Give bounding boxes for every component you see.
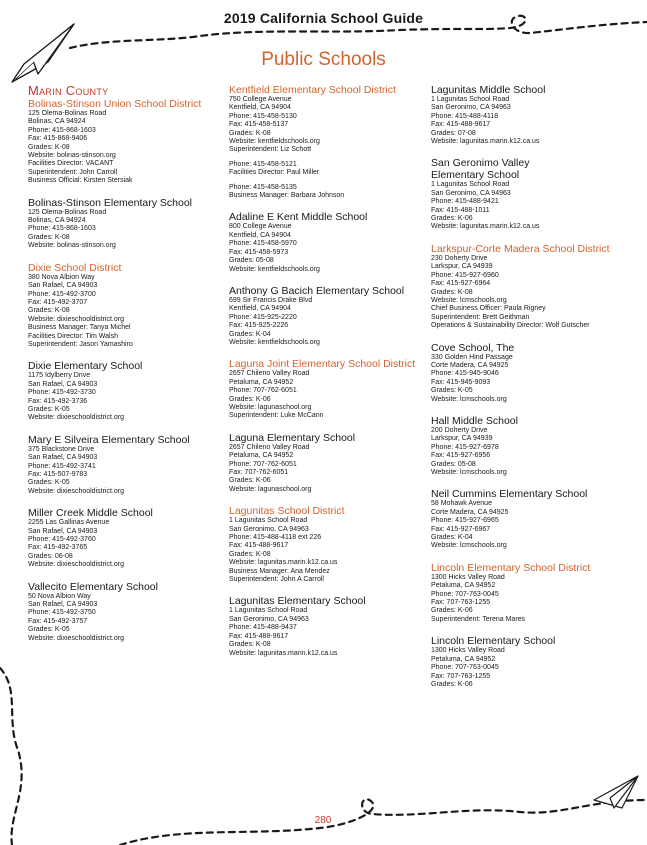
detail-line: San Rafael, CA 94903 bbox=[28, 527, 98, 535]
detail-line: Phone: 415-945-9046 bbox=[431, 370, 499, 378]
detail-line: Website: dixieschooldistrict.org bbox=[28, 561, 124, 569]
school-entry bbox=[229, 432, 424, 494]
detail-line: Business Manager: Barbara Johnson bbox=[229, 192, 345, 200]
detail-line: 1175 Idylberry Drive bbox=[28, 372, 91, 380]
detail-line: Fax: 415-492-3736 bbox=[28, 397, 88, 405]
detail-line: Website: bolinas-stinson.org bbox=[28, 242, 116, 250]
detail-line: San Geronimo, CA 94963 bbox=[431, 189, 511, 197]
detail-line: Phone: 415-458-5121 bbox=[229, 160, 297, 168]
detail-line: Fax: 415-868-9406 bbox=[28, 135, 88, 143]
detail-line: Grades: 05-08 bbox=[229, 257, 274, 265]
school-name: Bolinas-Stinson Elementary School bbox=[28, 196, 193, 209]
detail-line: Phone: 415-458-5130 bbox=[229, 112, 297, 120]
school-entry bbox=[431, 415, 643, 477]
detail-line: Grades: K-05 bbox=[28, 405, 70, 413]
detail-line: Fax: 415-492-3707 bbox=[28, 298, 88, 306]
detail-line: Fax: 707-763-1255 bbox=[431, 672, 491, 680]
detail-line: Business Manager: Ana Mendez bbox=[229, 567, 330, 575]
detail-line: Fax: 415-492-3757 bbox=[28, 617, 88, 625]
detail-line: Website: lagunaschool.org bbox=[229, 485, 312, 493]
detail-line: Facilities Director: Tim Walsh bbox=[28, 332, 118, 340]
school-name: Dixie Elementary School bbox=[28, 360, 143, 373]
detail-line: 200 Doherty Drive bbox=[431, 426, 488, 434]
detail-line: Grades: 07-08 bbox=[431, 129, 476, 137]
detail-line: Website: lagunitas.marin.k12.ca.us bbox=[229, 559, 338, 567]
school-entry bbox=[431, 488, 643, 550]
district-entry bbox=[28, 262, 223, 350]
school-name: Vallecito Elementary School bbox=[28, 580, 158, 593]
detail-line: 699 Sir Francis Drake Blvd bbox=[229, 296, 313, 304]
detail-line: 1 Lagunitas School Road bbox=[229, 517, 308, 525]
detail-line: San Rafael, CA 94903 bbox=[28, 380, 98, 388]
detail-line: Phone: 415-927-6960 bbox=[431, 271, 499, 279]
school-name: Hall Middle School bbox=[431, 414, 518, 427]
detail-line: 1300 Hicks Valley Road bbox=[431, 647, 505, 655]
detail-line: Superintendent: Luke McCann bbox=[229, 412, 324, 420]
district-name: Lincoln Elementary School District bbox=[431, 561, 591, 574]
detail-line: Website: lagunaschool.org bbox=[229, 403, 312, 411]
detail-line: Fax: 415-925-2226 bbox=[229, 322, 289, 330]
detail-line: Grades: K-08 bbox=[431, 288, 473, 296]
detail-line: 125 Olema-Bolinas Road bbox=[28, 110, 107, 117]
detail-line: Fax: 707-763-1255 bbox=[431, 599, 491, 607]
detail-line: Phone: 707-763-0045 bbox=[431, 664, 499, 672]
section-title: Public Schools bbox=[261, 49, 386, 70]
detail-line: Fax: 415-927-6964 bbox=[431, 280, 491, 288]
detail-line: Business Manager: Tanya Michel bbox=[28, 324, 131, 332]
detail-line: Grades: K-05 bbox=[431, 387, 473, 395]
detail-line: Operations & Sustainability Director: Wolf Gutscher bbox=[431, 322, 590, 330]
school-entry bbox=[431, 84, 643, 146]
detail-line: Larkspur, CA 94939 bbox=[431, 263, 493, 271]
column-1 bbox=[28, 84, 223, 654]
detail-line: Fax: 415-927-6967 bbox=[431, 525, 491, 533]
detail-line: Bolinas, CA 94924 bbox=[28, 118, 86, 126]
school-name: Laguna Elementary School bbox=[229, 431, 356, 444]
detail-line: Fax: 415-945-9093 bbox=[431, 378, 491, 386]
detail-line: Phone: 415-925-2220 bbox=[229, 313, 297, 321]
district-entry bbox=[229, 358, 424, 420]
detail-line: Phone: 415-488-4118 bbox=[431, 112, 499, 120]
detail-line: Kentfield, CA 94904 bbox=[229, 104, 291, 112]
detail-line: Phone: 415-458-5970 bbox=[229, 240, 297, 248]
detail-line: Fax: 415-488-9617 bbox=[431, 121, 491, 129]
detail-line: Superintendent: Liz Schott bbox=[229, 146, 312, 154]
detail-line: Phone: 415-488-4118 ext 226 bbox=[229, 534, 322, 542]
detail-line: 230 Doherty Drive bbox=[431, 254, 488, 262]
detail-line: 125 Olema-Bolinas Road bbox=[28, 208, 107, 216]
detail-line: Kentfield, CA 94904 bbox=[229, 305, 291, 313]
detail-line: Grades: K-08 bbox=[28, 143, 70, 151]
detail-line: Fax: 415-488-1011 bbox=[431, 206, 490, 214]
detail-line: Phone: 415-492-3741 bbox=[28, 462, 96, 470]
detail-line: Fax: 415-488-9617 bbox=[229, 542, 289, 550]
school-name: Lagunitas Middle School bbox=[431, 84, 546, 96]
detail-line: Website: bolinas-stinson.org bbox=[28, 152, 116, 160]
detail-line: 1300 Hicks Valley Road bbox=[431, 573, 505, 581]
detail-line: Corte Madera, CA 94925 bbox=[431, 361, 509, 369]
detail-line: Website: dixieschooldistrict.org bbox=[28, 487, 124, 495]
detail-line: Chief Business Officer: Paula Rigney bbox=[431, 305, 546, 313]
detail-line: Fax: 707-762-6051 bbox=[229, 469, 289, 476]
detail-line: 58 Mohawk Avenue bbox=[431, 500, 492, 508]
detail-line: Grades: 05-08 bbox=[431, 460, 476, 468]
school-name: Cove School, The bbox=[431, 341, 515, 354]
school-name: Lincoln Elementary School bbox=[431, 635, 556, 648]
detail-line: 2255 Las Gallinas Avenue bbox=[28, 519, 110, 527]
detail-line: Fax: 415-927-6956 bbox=[431, 452, 491, 460]
school-name: San Geronimo Valley bbox=[431, 157, 530, 170]
detail-line: Website: lcmschools.org bbox=[431, 469, 507, 476]
detail-line: Grades: K-05 bbox=[28, 479, 70, 487]
detail-line: Facilities Director: VACANT bbox=[28, 160, 114, 168]
detail-line: Website: lagunitas.marin.k12.ca.us bbox=[229, 649, 338, 657]
school-name-line2: Elementary School bbox=[431, 169, 520, 182]
detail-line: Corte Madera, CA 94925 bbox=[431, 508, 509, 516]
detail-line: 2657 Chileno Valley Road bbox=[229, 370, 310, 378]
detail-line: Grades: K-08 bbox=[28, 307, 70, 315]
detail-line: Superintendent: Terena Mares bbox=[431, 615, 526, 623]
detail-line: Grades: K-06 bbox=[229, 395, 271, 403]
county-heading: Marin County bbox=[28, 83, 109, 98]
detail-line: 750 College Avenue bbox=[229, 96, 292, 103]
detail-line: Phone: 707-763-0045 bbox=[431, 590, 499, 598]
detail-line: Superintendent: John A Carroll bbox=[229, 576, 324, 584]
school-name: Miller Creek Middle School bbox=[28, 507, 153, 520]
detail-line: Superintendent: Jason Yamashiro bbox=[28, 340, 133, 348]
detail-line: Kentfield, CA 94904 bbox=[229, 231, 291, 239]
detail-line: Website: lcmschools.org bbox=[431, 395, 507, 403]
detail-line: 1 Lagunitas School Road bbox=[431, 96, 510, 103]
detail-line: Website: dixieschooldistrict.org bbox=[28, 315, 124, 323]
detail-line: Grades: K-06 bbox=[431, 680, 473, 688]
detail-line: Grades: 06-08 bbox=[28, 552, 73, 560]
detail-line: Grades: K-04 bbox=[431, 534, 473, 542]
district-name: Dixie School District bbox=[28, 261, 122, 274]
detail-line: Website: dixieschooldistrict.org bbox=[28, 414, 124, 422]
detail-line: Fax: 415-488-9617 bbox=[229, 632, 289, 640]
detail-line: Grades: K-08 bbox=[28, 233, 70, 241]
detail-line: Website: dixieschooldistrict.org bbox=[28, 634, 124, 642]
detail-line: 375 Blackstone Drive bbox=[28, 445, 95, 453]
detail-line: Grades: K-06 bbox=[431, 215, 473, 223]
detail-line: Superintendent: Brett Geithman bbox=[431, 313, 530, 321]
detail-line: Phone: 415-868-1603 bbox=[28, 225, 96, 233]
detail-line: San Geronimo, CA 94963 bbox=[431, 104, 511, 112]
school-entry bbox=[229, 595, 424, 657]
school-entry bbox=[28, 197, 223, 251]
detail-line: Petaluma, CA 94952 bbox=[431, 655, 496, 663]
detail-line: Fax: 415-507-9783 bbox=[28, 471, 88, 478]
detail-line: Phone: 415-492-3760 bbox=[28, 536, 96, 544]
detail-line: 800 College Avenue bbox=[229, 223, 292, 231]
detail-line: Larkspur, CA 94939 bbox=[431, 435, 493, 443]
detail-line: Phone: 415-927-6965 bbox=[431, 517, 499, 525]
detail-line: Bolinas, CA 94924 bbox=[28, 217, 86, 225]
district-entry bbox=[431, 243, 643, 331]
column-2 bbox=[229, 84, 424, 669]
detail-line: Phone: 415-458-5135 bbox=[229, 183, 297, 191]
detail-line: San Rafael, CA 94903 bbox=[28, 454, 98, 462]
detail-line: Facilities Director: Paul Miller bbox=[229, 169, 320, 177]
detail-line: San Rafael, CA 94903 bbox=[28, 282, 98, 290]
detail-line: Grades: K-05 bbox=[28, 626, 70, 634]
detail-line: Phone: 415-492-3700 bbox=[28, 290, 96, 298]
district-entry bbox=[229, 84, 424, 200]
detail-line: Phone: 415-488-9437 bbox=[229, 624, 297, 632]
guide-title: 2019 California School Guide bbox=[223, 10, 424, 26]
detail-line: Website: lagunitas.marin.k12.ca.us bbox=[431, 138, 540, 146]
detail-line: Petaluma, CA 94952 bbox=[431, 582, 496, 590]
school-name: Anthony G Bacich Elementary School bbox=[229, 284, 405, 297]
detail-line: Grades: K-06 bbox=[431, 607, 473, 615]
district-name: Kentfield Elementary School District bbox=[229, 84, 396, 96]
detail-line: San Geronimo, CA 94963 bbox=[229, 615, 309, 623]
detail-line: Website: lcmschools.org bbox=[431, 542, 507, 550]
detail-line: 330 Golden Hind Passage bbox=[431, 353, 513, 361]
district-entry bbox=[431, 562, 643, 624]
district-name: Larkspur-Corte Madera School District bbox=[431, 242, 610, 255]
detail-line: Fax: 415-458-5137 bbox=[229, 121, 289, 129]
district-name: Laguna Joint Elementary School District bbox=[229, 358, 416, 371]
detail-line: Grades: K-08 bbox=[229, 129, 271, 137]
detail-line: Phone: 415-927-6978 bbox=[431, 443, 499, 451]
district-entry bbox=[28, 98, 223, 186]
detail-line: Phone: 415-868-1603 bbox=[28, 126, 96, 134]
detail-line: 1 Lagunitas School Road bbox=[229, 607, 308, 615]
school-entry bbox=[28, 360, 223, 422]
detail-line: Superintendent: John Carroll bbox=[28, 168, 118, 176]
detail-line: Website: lagunitas.marin.k12.ca.us bbox=[431, 223, 540, 231]
detail-line: Business Official: Kirsten Stersiak bbox=[28, 177, 133, 185]
detail-line: Grades: K-04 bbox=[229, 330, 271, 338]
paper-airplane-icon bbox=[592, 772, 642, 812]
detail-line: Phone: 707-762-6051 bbox=[229, 460, 297, 468]
detail-line: Website: kentfieldschools.org bbox=[229, 138, 320, 146]
school-entry bbox=[28, 507, 223, 569]
detail-line: Website: kentfieldschools.org bbox=[229, 265, 320, 273]
detail-line: Petaluma, CA 94952 bbox=[229, 378, 294, 386]
column-3 bbox=[431, 84, 643, 700]
district-name: Bolinas-Stinson Union School District bbox=[28, 98, 202, 110]
detail-line: 2657 Chileno Valley Road bbox=[229, 443, 310, 451]
detail-line: 380 Nova Albion Way bbox=[28, 273, 95, 281]
detail-line: Grades: K-06 bbox=[229, 477, 271, 485]
district-entry bbox=[229, 505, 424, 584]
school-name: Adaline E Kent Middle School bbox=[229, 211, 368, 224]
school-entry bbox=[229, 285, 424, 347]
school-entry bbox=[431, 342, 643, 404]
school-entry bbox=[229, 211, 424, 273]
page-number: 280 bbox=[314, 815, 332, 826]
school-entry bbox=[28, 434, 223, 496]
detail-line: 1 Lagunitas School Road bbox=[431, 181, 510, 189]
detail-line: Phone: 707-762-6051 bbox=[229, 387, 297, 395]
school-name: Lagunitas Elementary School bbox=[229, 595, 366, 608]
detail-line: Phone: 415-492-3750 bbox=[28, 609, 96, 617]
detail-line: Fax: 415-458-5973 bbox=[229, 248, 289, 256]
school-name: Neil Cummins Elementary School bbox=[431, 488, 588, 501]
detail-line: San Geronimo, CA 94963 bbox=[229, 525, 309, 533]
detail-line: San Rafael, CA 94903 bbox=[28, 601, 98, 609]
detail-line: Website: kentfieldschools.org bbox=[229, 338, 320, 346]
school-entry bbox=[431, 157, 643, 231]
detail-line: Petaluma, CA 94952 bbox=[229, 452, 294, 460]
detail-line: Grades: K-08 bbox=[229, 641, 271, 649]
detail-line: Website: lcmschools.org bbox=[431, 296, 507, 304]
school-name: Mary E Silveira Elementary School bbox=[28, 433, 190, 446]
detail-line: Phone: 415-492-3730 bbox=[28, 389, 96, 397]
school-entry bbox=[28, 581, 223, 643]
school-entry bbox=[431, 635, 643, 689]
district-name: Lagunitas School District bbox=[229, 505, 345, 518]
detail-line: Phone: 415-488-9421 bbox=[431, 198, 499, 206]
detail-line: 50 Nova Albion Way bbox=[28, 592, 91, 600]
detail-line: Fax: 415-492-3765 bbox=[28, 544, 88, 552]
detail-line: Grades: K-08 bbox=[229, 550, 271, 558]
